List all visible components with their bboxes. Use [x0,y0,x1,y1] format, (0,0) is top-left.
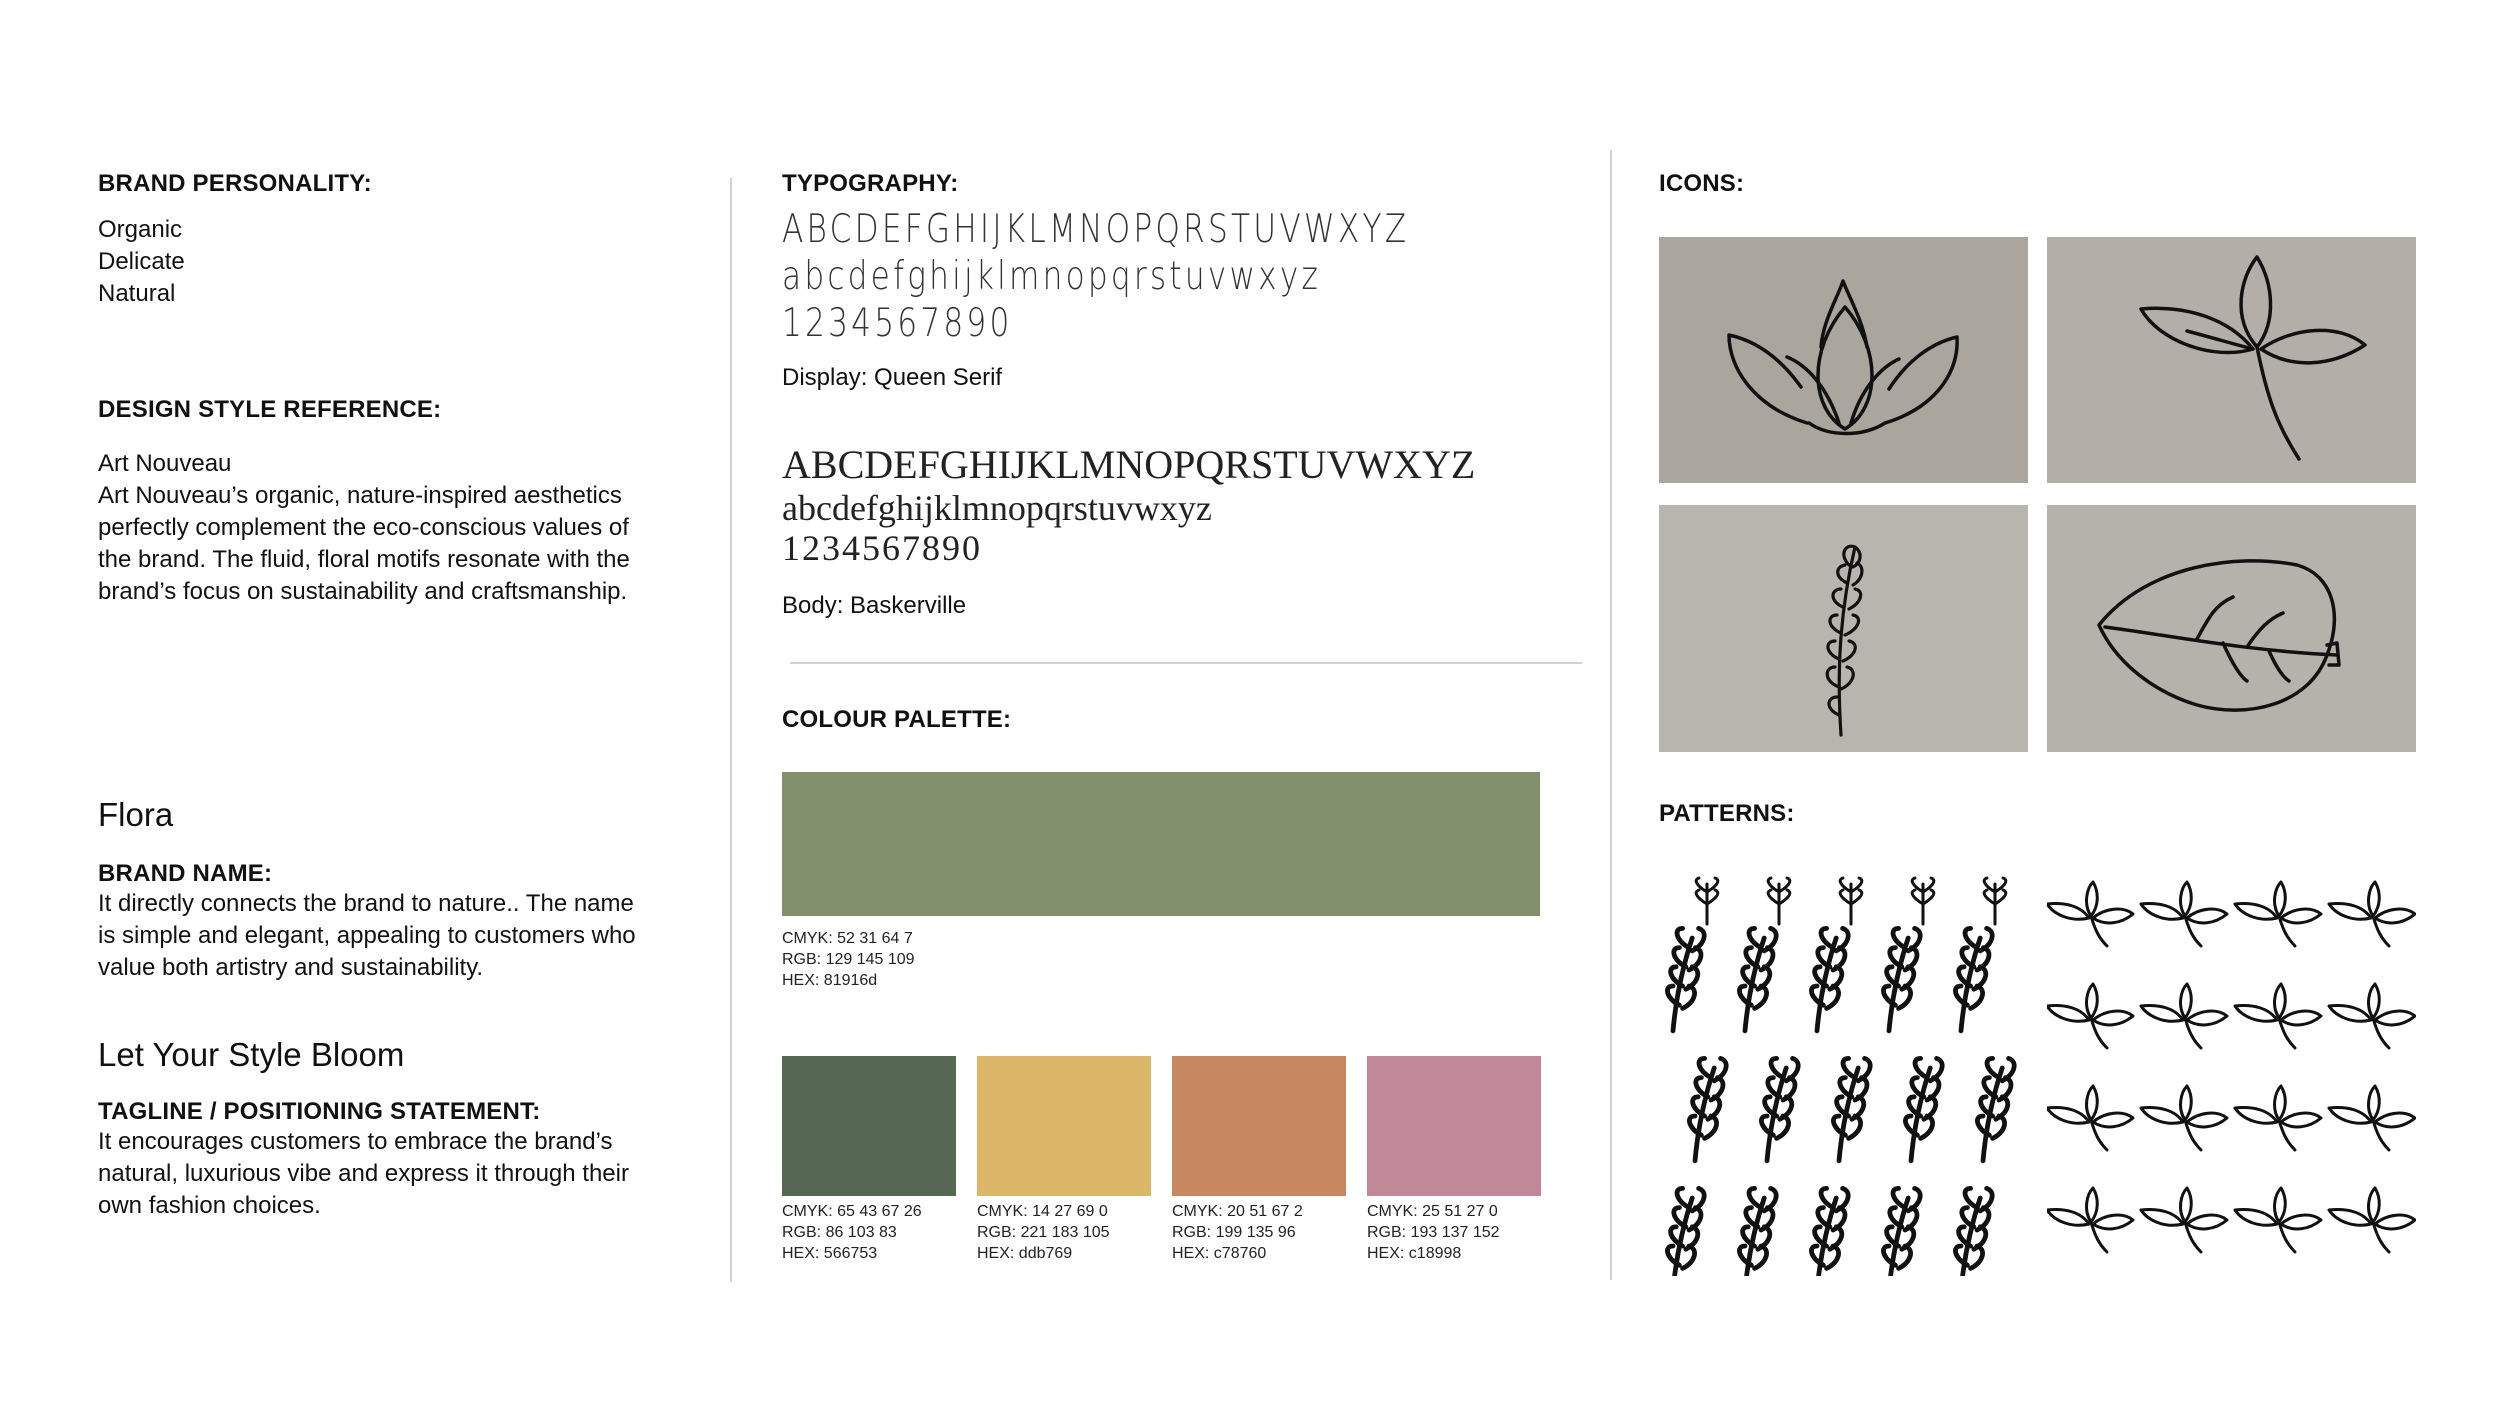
cmyk-value: CMYK: 65 43 67 26 [782,1203,922,1220]
rgb-value: RGB: 221 183 105 [977,1224,1110,1241]
hex-value: HEX: c78760 [1172,1245,1267,1262]
rgb-value: RGB: 193 137 152 [1367,1224,1500,1241]
secondary-colour-swatch [977,1056,1151,1196]
hex-value: HEX: ddb769 [977,1245,1073,1262]
body-lowercase: abcdefghijklmnopqrstuvwxyz [782,488,1212,528]
secondary-colour-info [1172,1201,1303,1264]
hex-value: HEX: 81916d [782,972,878,989]
three-leaf-sprig-pattern [2047,868,2416,1276]
cmyk-value: CMYK: 14 27 69 0 [977,1203,1108,1220]
description-line: is simple and elegant, appealing to customers who [98,922,636,949]
three-leaf-sprig-sketch-icon [2047,237,2416,483]
fern-branch-sketch-icon [1659,505,2028,752]
trait-item: Delicate [98,248,185,275]
rgb-value: RGB: 129 145 109 [782,951,915,968]
leaf-sketch-icon [2047,505,2416,752]
hex-value: HEX: 566753 [782,1245,878,1262]
body-uppercase: ABCDEFGHIJKLMNOPQRSTUVWXYZ [782,442,1476,487]
brand-personality-heading: BRAND PERSONALITY: [98,170,372,197]
description-line: It directly connects the brand to nature.. The name [98,890,634,917]
secondary-colour-info [782,1201,922,1264]
display-font-specimen [782,206,1566,347]
body-font-label: Body: Baskerville [782,592,967,619]
description-line: It encourages customers to embrace the brand’s [98,1128,613,1155]
tagline-body [98,1126,629,1222]
display-font-label: Display: Queen Serif [782,364,1003,391]
trait-item: Organic [98,216,183,243]
rgb-value: RGB: 86 103 83 [782,1224,897,1241]
brand-name-body [98,888,636,984]
column-divider-right [1610,150,1612,1280]
secondary-colour-info [977,1201,1110,1264]
body-font-specimen [782,442,1475,568]
column-divider-left [730,178,732,1282]
secondary-colour-swatch [782,1056,956,1196]
typography-heading: TYPOGRAPHY: [782,170,959,197]
description-line: Art Nouveau’s organic, nature-inspired aesthetics [98,482,622,509]
tagline-heading: TAGLINE / POSITIONING STATEMENT: [98,1098,541,1125]
design-style-name: Art Nouveau [98,450,232,477]
hex-value: HEX: c18998 [1367,1245,1462,1262]
primary-colour-info [782,928,915,991]
description-line: own fashion choices. [98,1192,321,1219]
brand-personality-traits [98,214,185,310]
description-line: value both artistry and sustainability. [98,954,484,981]
brand-name-heading: BRAND NAME: [98,860,273,887]
tagline-value: Let Your Style Bloom [98,1036,405,1073]
description-line: the brand. The fluid, floral motifs resonate with the [98,546,630,573]
cmyk-value: CMYK: 20 51 67 2 [1172,1203,1303,1220]
description-line: brand’s focus on sustainability and craftsmanship. [98,578,628,605]
typography-divider [790,662,1582,664]
display-digits: 1234567890 [782,301,1013,346]
description-line: perfectly complement the eco-conscious values of [98,514,629,541]
design-style-body [98,448,630,608]
secondary-colour-swatch [1172,1056,1346,1196]
brand-name-value: Flora [98,796,174,833]
colour-palette-heading: COLOUR PALETTE: [782,706,1012,733]
icons-heading: ICONS: [1659,170,1745,197]
display-lowercase: abcdefghijklmnopqrstuvwxyz [782,254,1322,299]
secondary-colour-info [1367,1201,1500,1264]
tulip-sketch-icon [1659,237,2028,483]
fern-branch-pattern [1659,868,2027,1276]
description-line: natural, luxurious vibe and express it through their [98,1160,629,1187]
display-uppercase: ABCDEFGHIJKLMNOPQRSTUVWXYZ [782,207,1410,252]
trait-item: Natural [98,280,176,307]
body-digits: 1234567890 [782,528,982,568]
design-style-heading: DESIGN STYLE REFERENCE: [98,396,442,423]
cmyk-value: CMYK: 25 51 27 0 [1367,1203,1498,1220]
patterns-heading: PATTERNS: [1659,800,1795,827]
cmyk-value: CMYK: 52 31 64 7 [782,930,913,947]
secondary-colour-swatch [1367,1056,1541,1196]
primary-colour-swatch [782,772,1540,916]
rgb-value: RGB: 199 135 96 [1172,1224,1296,1241]
